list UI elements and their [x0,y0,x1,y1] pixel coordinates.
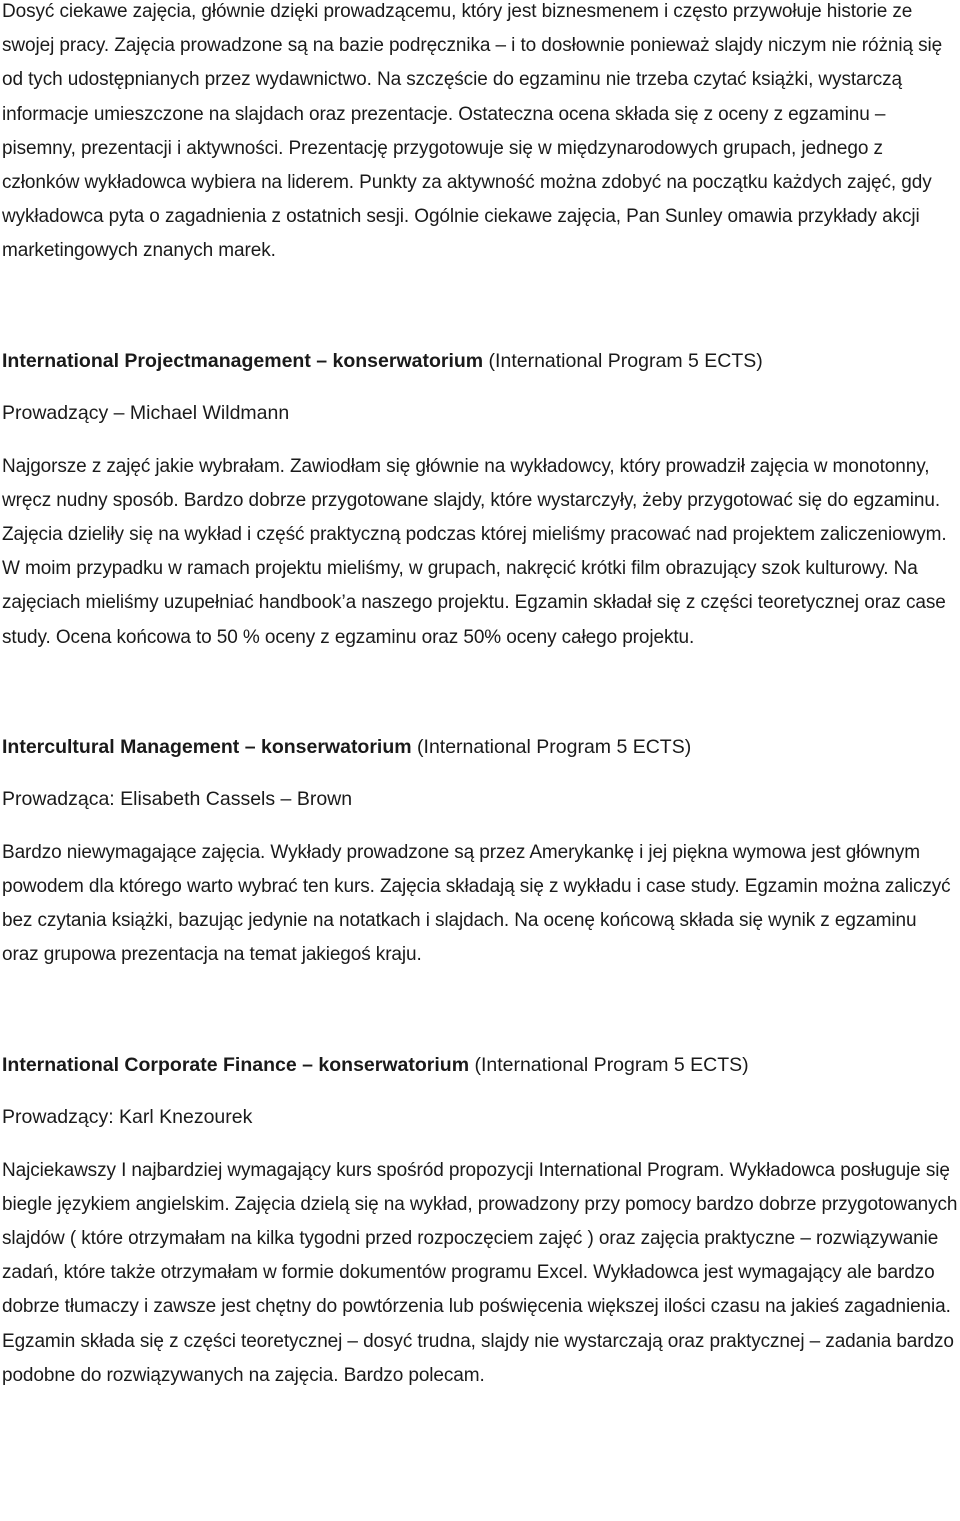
course-section-project-management [2,346,958,655]
course-heading [2,732,958,762]
document-page [2,0,958,1393]
course-heading [2,1050,958,1080]
course-section-corporate-finance [2,1050,958,1393]
heading-dash: – [239,735,261,758]
course-title: Intercultural Management [2,735,240,758]
course-location: konserwatorium [318,1053,470,1076]
course-program: (International Program 5 ECTS) [469,1053,749,1076]
course-location: konserwatorium [332,349,484,372]
course-title: International Corporate Finance [2,1053,297,1076]
course-review: Najgorsze z zajęć jakie wybrałam. Zawiodłam się głównie na wykładowcy, który prowadził zajęcia w monotonny, wręcz nudny sposób. Bardzo dobrze przygotowane slajdy, które wystarczyły, żeby przygotować się do egzaminu. Zajęcia dzieliły się na wykład i część praktyczną podczas której mieliśmy pracować nad projektem zaliczeniowym. W moim przypadku w ramach projektu mieliśmy, w grupach, nakręcić krótki film obrazujący szok kulturowy. Na zajęciach mieliśmy uzupełniać handbook’a naszego projektu. Egzamin składał się z części teoretycznej oraz case study. Ocena końcowa to 50 % oceny z egzaminu oraz 50% oceny całego projektu. [2,455,947,648]
course-heading [2,346,958,376]
course-lecturer: Prowadzący: Karl Knezourek [2,1105,253,1128]
heading-dash: – [296,1053,319,1076]
course-lecturer: Prowadzący – Michael Wildmann [2,401,290,424]
course-title: International Projectmanagement [2,349,311,372]
intro-paragraph: Dosyć ciekawe zajęcia, głównie dzięki prowadzącemu, który jest biznesmenem i często przywołuje historie ze swojej pracy. Zajęcia prowadzone są na bazie podręcznika – i to dosłownie ponieważ slajdy niczym nie różnią się od tych udostępnianych przez wydawnictwo. Na szczęście do egzaminu nie trzeba czytać książki, wystarczą informacje umieszczone na slajdach oraz prezentacje. Ostateczna ocena składa się z oceny z egzaminu – pisemny, prezentacji i aktywności. Prezentację przygotowuje się w międzynarodowych grupach, jednego z członków wykładowca wybiera na liderem. Punkty za aktywność można zdobyć na początku każdych zajęć, gdy wykładowca pyta o zagadnienia z ostatnich sesji. Ogólnie ciekawe zajęcia, Pan Sunley omawia przykłady akcji marketingowych znanych marek. [2,1,943,262]
course-review: Bardzo niewymagające zajęcia. Wykłady prowadzone są przez Amerykankę i jej piękna wymowa jest głównym powodem dla którego warto wybrać ten kurs. Zajęcia składają się z wykładu i case study. Egzamin można zaliczyć bez czytania książki, bazując jedynie na notatkach i slajdach. Na ocenę końcową składa się wynik z egzaminu oraz grupowa prezentacja na temat jakiegoś kraju. [2,841,951,966]
course-program: (International Program 5 ECTS) [411,735,692,758]
course-review: Najciekawszy I najbardziej wymagający kurs spośród propozycji International Program. Wykładowca posługuje się biegle językiem angielskim. Zajęcia dzielą się na wykład, prowadzony przy pomocy bardzo dobrze przygotowanych slajdów ( które otrzymałam na kilka tygodni przed rozpoczęciem zajęć ) oraz zajęcia praktyczne – rozwiązywanie zadań, które także otrzymałam w formie dokumentów programu Excel. Wykładowca jest wymagający ale bardzo dobrze tłumaczy i zawsze jest chętny do powtórzenia lub poświęcenia większej ilości czasu na jakieś zagadnienia. Egzamin składa się z części teoretycznej – dosyć trudna, slajdy nie wystarczają oraz praktycznej – zadania bardzo podobne do rozwiązywanych na zajęcia. Bardzo polecam. [2,1159,958,1386]
course-program: (International Program 5 ECTS) [483,349,763,372]
course-location: konserwatorium [260,735,412,758]
heading-dash: – [310,349,333,372]
course-lecturer: Prowadząca: Elisabeth Cassels – Brown [2,787,353,810]
course-section-intercultural-management [2,732,958,973]
